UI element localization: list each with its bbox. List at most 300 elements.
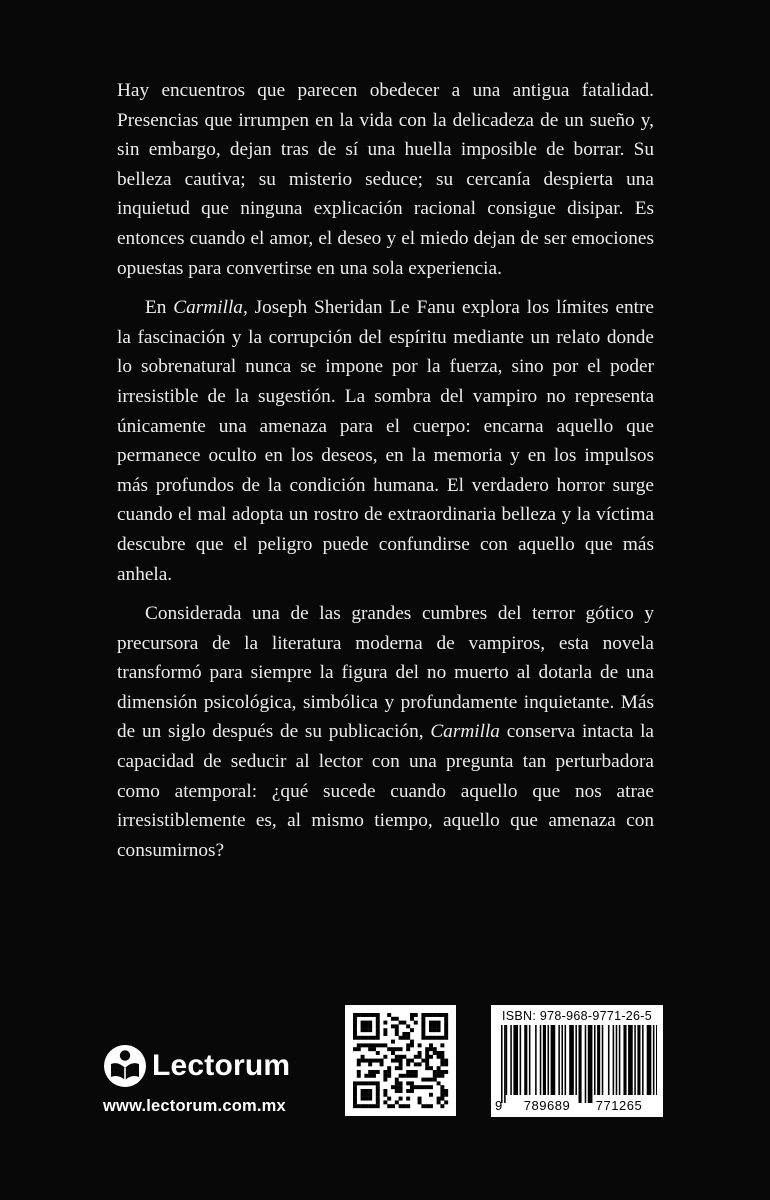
qr-module xyxy=(437,1100,441,1104)
qr-module xyxy=(361,1059,365,1063)
qr-module xyxy=(353,1021,357,1025)
qr-module xyxy=(364,1021,368,1025)
qr-module xyxy=(437,1055,441,1059)
qr-module xyxy=(429,1021,433,1025)
barcode-bar xyxy=(616,1025,618,1095)
qr-module xyxy=(399,1062,403,1066)
qr-module xyxy=(444,1013,448,1017)
qr-module xyxy=(429,1036,433,1040)
ean-first-digit: 9 xyxy=(495,1098,503,1113)
qr-module xyxy=(433,1070,437,1074)
qr-module xyxy=(395,1085,399,1089)
qr-module xyxy=(440,1074,444,1078)
qr-module xyxy=(353,1032,357,1036)
qr-module xyxy=(383,1032,387,1036)
qr-module xyxy=(353,1104,357,1108)
qr-module xyxy=(421,1021,425,1025)
qr-module xyxy=(425,1047,429,1051)
qr-module xyxy=(368,1028,372,1032)
qr-module xyxy=(357,1070,361,1074)
qr-module xyxy=(406,1089,410,1093)
qr-module xyxy=(421,1024,425,1028)
qr-module xyxy=(402,1036,406,1040)
qr-module xyxy=(414,1074,418,1078)
qr-module xyxy=(395,1081,399,1085)
barcode-bars xyxy=(497,1025,657,1103)
qr-module xyxy=(368,1097,372,1101)
qr-module xyxy=(395,1032,399,1036)
barcode-bar xyxy=(575,1025,577,1095)
qr-module xyxy=(418,1100,422,1104)
barcode-bar xyxy=(504,1025,506,1103)
qr-module xyxy=(383,1089,387,1093)
synopsis-text xyxy=(117,76,654,875)
qr-module xyxy=(364,1104,368,1108)
qr-module xyxy=(364,1097,368,1101)
qr-module xyxy=(421,1032,425,1036)
qr-module xyxy=(414,1070,418,1074)
qr-module xyxy=(353,1100,357,1104)
qr-module xyxy=(387,1047,391,1051)
barcode-bar xyxy=(594,1025,596,1095)
barcode-bar xyxy=(656,1025,657,1095)
qr-module xyxy=(357,1047,361,1051)
qr-module xyxy=(425,1059,429,1063)
qr-module xyxy=(361,1028,365,1032)
barcode-bar xyxy=(602,1025,604,1095)
qr-module xyxy=(399,1089,403,1093)
qr-module xyxy=(440,1089,444,1093)
qr-module xyxy=(361,1055,365,1059)
qr-module xyxy=(361,1043,365,1047)
qr-module xyxy=(368,1036,372,1040)
qr-module xyxy=(444,1021,448,1025)
qr-module xyxy=(387,1013,391,1017)
barcode-bar xyxy=(535,1025,537,1095)
qr-module xyxy=(440,1070,444,1074)
paragraph-2-lead: En xyxy=(145,297,174,319)
qr-module xyxy=(391,1059,395,1063)
qr-module xyxy=(399,1104,403,1108)
qr-module xyxy=(361,1013,365,1017)
barcode-bar xyxy=(513,1025,518,1095)
qr-module xyxy=(368,1059,372,1063)
qr-module xyxy=(395,1055,399,1059)
qr-module xyxy=(368,1024,372,1028)
barcode-bar xyxy=(569,1025,574,1095)
qr-module xyxy=(414,1062,418,1066)
qr-module xyxy=(410,1013,414,1017)
qr-module xyxy=(444,1093,448,1097)
qr-module xyxy=(433,1013,437,1017)
qr-module xyxy=(353,1093,357,1097)
qr-module xyxy=(387,1104,391,1108)
qr-module xyxy=(406,1043,410,1047)
qr-module xyxy=(399,1055,403,1059)
qr-module xyxy=(357,1043,361,1047)
qr-module xyxy=(410,1085,414,1089)
qr-module xyxy=(391,1024,395,1028)
barcode-bar xyxy=(608,1025,610,1095)
qr-module xyxy=(353,1097,357,1101)
barcode-bar xyxy=(613,1025,615,1095)
lectorum-reader-icon xyxy=(103,1044,147,1088)
qr-module xyxy=(410,1074,414,1078)
qr-module xyxy=(391,1085,395,1089)
barcode-bar xyxy=(642,1025,644,1095)
barcode-bar xyxy=(653,1025,655,1095)
qr-module xyxy=(410,1059,414,1063)
qr-module xyxy=(399,1081,403,1085)
qr-module xyxy=(429,1066,433,1070)
qr-module xyxy=(440,1085,444,1089)
qr-module xyxy=(429,1085,433,1089)
qr-module xyxy=(364,1074,368,1078)
qr-module xyxy=(433,1036,437,1040)
qr-module xyxy=(372,1043,376,1047)
qr-module xyxy=(421,1059,425,1063)
qr-module xyxy=(437,1066,441,1070)
qr-module xyxy=(372,1104,376,1108)
qr-module xyxy=(444,1100,448,1104)
barcode-bar xyxy=(558,1025,560,1095)
qr-module xyxy=(425,1078,429,1082)
qr-module xyxy=(444,1024,448,1028)
qr-module xyxy=(376,1036,380,1040)
qr-module xyxy=(406,1097,410,1101)
qr-module xyxy=(353,1081,357,1085)
ean-left-group: 789689 xyxy=(523,1098,571,1113)
qr-module xyxy=(440,1036,444,1040)
qr-module xyxy=(361,1081,365,1085)
barcode-bar xyxy=(529,1025,531,1095)
qr-module xyxy=(429,1093,433,1097)
qr-module xyxy=(376,1093,380,1097)
qr-module xyxy=(429,1055,433,1059)
synopsis-paragraph-3 xyxy=(117,599,654,865)
qr-module xyxy=(368,1074,372,1078)
qr-module xyxy=(440,1043,444,1047)
barcode-bar xyxy=(637,1025,640,1095)
qr-module xyxy=(410,1081,414,1085)
qr-module xyxy=(376,1089,380,1093)
qr-module xyxy=(437,1028,441,1032)
qr-module xyxy=(361,1036,365,1040)
qr-module xyxy=(361,1024,365,1028)
qr-module xyxy=(380,1059,384,1063)
qr-module xyxy=(361,1097,365,1101)
qr-module xyxy=(368,1021,372,1025)
qr-module xyxy=(437,1070,441,1074)
publisher-logo-row xyxy=(103,1043,313,1089)
qr-module xyxy=(399,1047,403,1051)
barcode-bar xyxy=(506,1025,508,1095)
barcode-bar xyxy=(510,1025,512,1095)
qr-module xyxy=(391,1017,395,1021)
qr-module xyxy=(402,1074,406,1078)
qr-module xyxy=(387,1074,391,1078)
qr-module xyxy=(433,1028,437,1032)
qr-module xyxy=(372,1070,376,1074)
ean-digits xyxy=(491,1097,663,1115)
qr-module xyxy=(418,1055,422,1059)
qr-module xyxy=(372,1047,376,1051)
qr-code xyxy=(345,1005,456,1116)
qr-module xyxy=(425,1085,429,1089)
qr-module xyxy=(402,1021,406,1025)
qr-module xyxy=(395,1017,399,1021)
qr-module xyxy=(410,1028,414,1032)
qr-module xyxy=(410,1043,414,1047)
qr-module xyxy=(440,1097,444,1101)
qr-module xyxy=(368,1093,372,1097)
qr-module xyxy=(444,1028,448,1032)
qr-module xyxy=(410,1040,414,1044)
qr-module xyxy=(368,1104,372,1108)
qr-module xyxy=(444,1032,448,1036)
qr-module xyxy=(414,1085,418,1089)
qr-module xyxy=(376,1024,380,1028)
qr-module xyxy=(437,1097,441,1101)
qr-module xyxy=(425,1013,429,1017)
qr-module xyxy=(376,1043,380,1047)
qr-module xyxy=(353,1028,357,1032)
barcode-bar xyxy=(585,1025,587,1103)
qr-module xyxy=(357,1013,361,1017)
qr-module xyxy=(406,1104,410,1108)
qr-module xyxy=(357,1074,361,1078)
qr-module xyxy=(418,1043,422,1047)
qr-module xyxy=(364,1028,368,1032)
qr-module xyxy=(395,1024,399,1028)
qr-module xyxy=(437,1051,441,1055)
qr-module xyxy=(376,1051,380,1055)
barcode-bar xyxy=(543,1025,546,1095)
barcode-bar xyxy=(623,1025,626,1095)
qr-module xyxy=(399,1036,403,1040)
paragraph-2-rest: , Joseph Sheridan Le Fanu explora los límites entre la fascinación y la corrupción del espíritu mediante un relato donde lo sobrenatural nunca se impone por la fuerza, sino por el poder irresistible de la sugestión. La sombra del vampiro no representa únicamente una amenaza para el cuerpo: encarna aquello que permanece oculto en los deseos, en la memoria y en los impulsos más profundos de la condición humana. El verdadero horror surge cuando el mal adopta un rostro de extraordinaria belleza y la víctima descubre que el peligro puede confundirse con aquello que más anhela. xyxy=(117,297,654,585)
qr-module xyxy=(418,1097,422,1101)
qr-module xyxy=(429,1013,433,1017)
qr-module xyxy=(376,1085,380,1089)
qr-module xyxy=(433,1078,437,1082)
qr-module xyxy=(437,1074,441,1078)
qr-module xyxy=(421,1036,425,1040)
ean-right-group: 771265 xyxy=(595,1098,643,1113)
qr-module xyxy=(391,1047,395,1051)
qr-module xyxy=(421,1013,425,1017)
book-title-italic: Carmilla xyxy=(173,297,243,319)
qr-module xyxy=(395,1078,399,1082)
qr-module xyxy=(399,1097,403,1101)
qr-module xyxy=(364,1059,368,1063)
qr-module xyxy=(421,1028,425,1032)
qr-module xyxy=(372,1059,376,1063)
qr-module xyxy=(406,1032,410,1036)
qr-module xyxy=(402,1104,406,1108)
synopsis-paragraph-1: Hay encuentros que parecen obedecer a una antigua fatalidad. Presencias que irrumpen en la vida con la delicadeza de un sueño y, sin embargo, dejan tras de sí una huella imposible de borrar. Su belleza cautiva; su misterio seduce; su cercanía despierta una inquietud que ninguna explicación racional consigue disipar. Es entonces cuando el amor, el deseo y el miedo dejan de ser emociones opuestas para convertirse en una sola experiencia. xyxy=(117,80,654,279)
qr-module xyxy=(406,1074,410,1078)
qr-module xyxy=(410,1070,414,1074)
barcode-bar xyxy=(501,1025,503,1103)
qr-module xyxy=(429,1043,433,1047)
qr-module xyxy=(383,1043,387,1047)
qr-module xyxy=(357,1059,361,1063)
qr-module xyxy=(383,1028,387,1032)
qr-module xyxy=(357,1104,361,1108)
qr-module xyxy=(444,1017,448,1021)
qr-module xyxy=(414,1013,418,1017)
qr-module xyxy=(376,1104,380,1108)
qr-module xyxy=(364,1036,368,1040)
qr-module xyxy=(387,1070,391,1074)
qr-module xyxy=(376,1097,380,1101)
qr-module xyxy=(361,1089,365,1093)
qr-module xyxy=(429,1078,433,1082)
paragraph-3-rest: conserva intacta la capacidad de seducir al lector con una pregunta tan perturbadora como atemporal: ¿qué sucede cuando aquello que nos atrae irresistiblemente es, al mismo tiempo, aquello que amenaza con consumirnos? xyxy=(117,721,654,861)
publisher-url: www.lectorum.com.mx xyxy=(103,1097,286,1115)
qr-module xyxy=(395,1028,399,1032)
qr-module xyxy=(395,1066,399,1070)
qr-module xyxy=(406,1081,410,1085)
qr-module xyxy=(418,1051,422,1055)
qr-module xyxy=(437,1021,441,1025)
qr-module xyxy=(406,1024,410,1028)
qr-module xyxy=(368,1043,372,1047)
qr-module xyxy=(440,1059,444,1063)
barcode-bar xyxy=(588,1025,593,1103)
qr-module xyxy=(395,1100,399,1104)
qr-module xyxy=(372,1074,376,1078)
qr-module xyxy=(429,1104,433,1108)
qr-code-icon xyxy=(345,1005,456,1116)
qr-module xyxy=(372,1036,376,1040)
qr-module xyxy=(444,1089,448,1093)
qr-module xyxy=(414,1021,418,1025)
qr-module xyxy=(395,1059,399,1063)
qr-module xyxy=(353,1017,357,1021)
qr-module xyxy=(421,1017,425,1021)
qr-module xyxy=(376,1100,380,1104)
qr-module xyxy=(421,1104,425,1108)
qr-module xyxy=(357,1062,361,1066)
qr-module xyxy=(353,1024,357,1028)
qr-module xyxy=(402,1055,406,1059)
qr-module xyxy=(444,1070,448,1074)
qr-module xyxy=(440,1013,444,1017)
qr-module xyxy=(440,1051,444,1055)
qr-module xyxy=(380,1062,384,1066)
qr-module xyxy=(425,1062,429,1066)
qr-module xyxy=(368,1013,372,1017)
qr-module xyxy=(410,1089,414,1093)
qr-module xyxy=(383,1074,387,1078)
qr-module xyxy=(376,1070,380,1074)
qr-module xyxy=(368,1081,372,1085)
qr-module xyxy=(368,1070,372,1074)
qr-module xyxy=(425,1104,429,1108)
qr-module xyxy=(433,1021,437,1025)
qr-module xyxy=(429,1028,433,1032)
qr-module xyxy=(353,1036,357,1040)
qr-module xyxy=(433,1047,437,1051)
qr-module xyxy=(372,1081,376,1085)
qr-module xyxy=(395,1047,399,1051)
qr-module xyxy=(376,1032,380,1036)
qr-module xyxy=(440,1055,444,1059)
qr-module xyxy=(433,1074,437,1078)
qr-module xyxy=(425,1066,429,1070)
qr-module xyxy=(383,1100,387,1104)
qr-module xyxy=(440,1062,444,1066)
qr-module xyxy=(437,1024,441,1028)
barcode-bar xyxy=(579,1025,582,1103)
qr-module xyxy=(433,1051,437,1055)
qr-module xyxy=(364,1081,368,1085)
qr-module xyxy=(440,1104,444,1108)
barcode-bar xyxy=(565,1025,567,1095)
qr-module xyxy=(440,1093,444,1097)
barcode-bar xyxy=(619,1025,621,1095)
qr-module xyxy=(368,1047,372,1051)
qr-module xyxy=(437,1081,441,1085)
barcode-bar xyxy=(540,1025,542,1095)
qr-module xyxy=(361,1104,365,1108)
qr-module xyxy=(399,1074,403,1078)
qr-module xyxy=(429,1024,433,1028)
qr-module xyxy=(391,1051,395,1055)
qr-module xyxy=(406,1070,410,1074)
barcode-bar xyxy=(524,1025,527,1095)
synopsis-paragraph-2 xyxy=(117,293,654,589)
qr-module xyxy=(444,1036,448,1040)
book-title-italic: Carmilla xyxy=(430,721,500,743)
qr-module xyxy=(376,1081,380,1085)
barcode-bar xyxy=(634,1025,636,1095)
qr-module xyxy=(421,1078,425,1082)
qr-module xyxy=(414,1055,418,1059)
qr-module xyxy=(418,1062,422,1066)
qr-module xyxy=(433,1024,437,1028)
qr-module xyxy=(376,1013,380,1017)
qr-module xyxy=(372,1013,376,1017)
qr-module xyxy=(418,1085,422,1089)
qr-module xyxy=(406,1047,410,1051)
qr-module xyxy=(444,1059,448,1063)
qr-module xyxy=(437,1013,441,1017)
isbn-barcode xyxy=(491,1005,663,1117)
qr-module xyxy=(425,1055,429,1059)
qr-module xyxy=(421,1085,425,1089)
qr-module xyxy=(406,1059,410,1063)
qr-module xyxy=(353,1089,357,1093)
qr-module xyxy=(364,1089,368,1093)
barcode-bar xyxy=(551,1025,556,1095)
qr-module xyxy=(395,1089,399,1093)
qr-module xyxy=(353,1047,357,1051)
qr-module xyxy=(429,1047,433,1051)
qr-module xyxy=(368,1062,372,1066)
qr-module xyxy=(444,1062,448,1066)
qr-module xyxy=(364,1013,368,1017)
qr-module xyxy=(361,1021,365,1025)
qr-module xyxy=(399,1085,403,1089)
qr-module xyxy=(376,1028,380,1032)
qr-module xyxy=(383,1055,387,1059)
qr-module xyxy=(387,1066,391,1070)
qr-module xyxy=(383,1093,387,1097)
barcode-bar xyxy=(561,1025,563,1095)
